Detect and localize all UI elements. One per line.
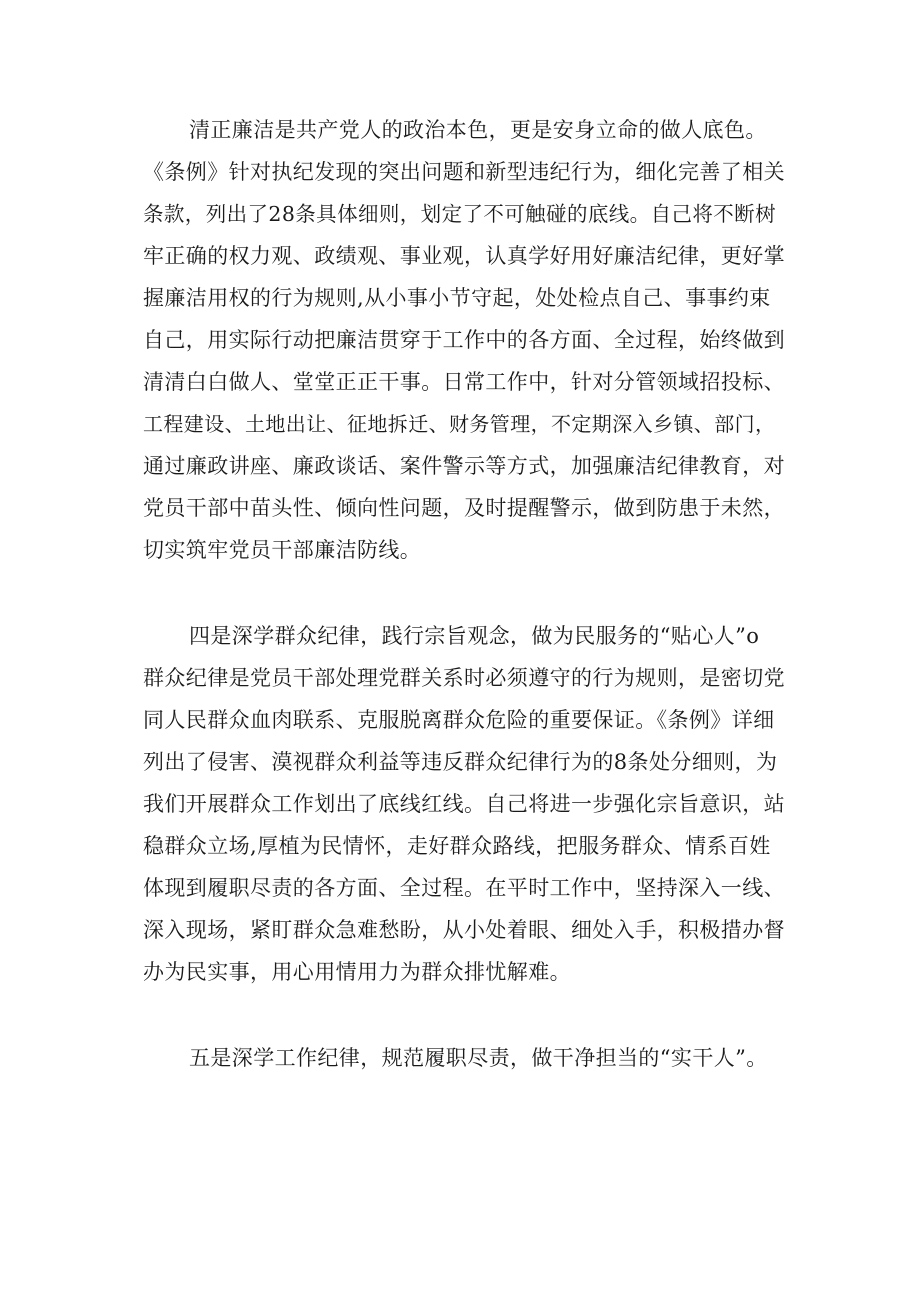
paragraph-2-line-4: 列出了侵害、漠视群众利益等违反群众纪律行为的8条处分细则，为	[143, 750, 778, 774]
paragraph-2-line-5: 我们开展群众工作划出了底线红线。自己将进一步强化宗旨意识，站	[143, 792, 785, 816]
paragraph-2-line-1: 四是深学群众纪律，践行宗旨观念，做为民服务的“贴心人”o	[189, 624, 760, 648]
paragraph-2-line-3: 同人民群众血肉联系、克服脱离群众危险的重要保证。《条例》详细	[143, 708, 775, 732]
paragraph-2-line-7: 体现到履职尽责的各方面、全过程。在平时工作中，坚持深入一线、	[143, 876, 785, 900]
paragraph-2-line-2: 群众纪律是党员干部处理党群关系时必须遵守的行为规则，是密切党	[143, 666, 785, 690]
paragraph-1-line-2: 《条例》针对执纪发现的突出问题和新型违纪行为，细化完善了相关	[143, 160, 785, 184]
paragraph-1-line-9: 通过廉政讲座、廉政谈话、案件警示等方式，加强廉洁纪律教育，对	[143, 454, 785, 478]
paragraph-1-line-5: 握廉洁用权的行为规则,从小事小节守起，处处检点自己、事事约束	[143, 286, 771, 310]
paragraph-1-line-6: 自己，用实际行动把廉洁贯穿于工作中的各方面、全过程，始终做到	[143, 328, 785, 352]
paragraph-2-line-8: 深入现场，紧盯群众急难愁盼，从小处着眼、细处入手，积极措办督	[143, 918, 785, 942]
paragraph-3-line-1: 五是深学工作纪律，规范履职尽责，做干净担当的“实干人”。	[189, 1046, 768, 1070]
paragraph-2-line-6: 稳群众立场,厚植为民情怀，走好群众路线，把服务群众、情系百姓	[143, 834, 771, 858]
paragraph-2-line-9: 办为民实事，用心用情用力为群众排忧解难。	[143, 960, 571, 984]
paragraph-1-line-11: 切实筑牢党员干部廉洁防线。	[143, 538, 422, 562]
paragraph-1-line-3: 条款，列出了28条具体细则，划定了不可触碰的底线。自己将不断树	[143, 202, 776, 226]
paragraph-1-line-8: 工程建设、土地出让、征地拆迁、财务管理，不定期深入乡镇、部门，	[143, 412, 776, 436]
paragraph-1-line-1: 清正廉洁是共产党人的政治本色，更是安身立命的做人底色。	[189, 118, 767, 142]
paragraph-1-line-7: 清清白白做人、堂堂正正干事。日常工作中，针对分管领域招投标、	[143, 370, 785, 394]
paragraph-1-line-4: 牢正确的权力观、政绩观、事业观，认真学好用好廉洁纪律，更好掌	[143, 244, 785, 268]
paragraph-1-line-10: 党员干部中苗头性、倾向性问题，及时提醒警示，做到防患于未然，	[143, 496, 785, 520]
